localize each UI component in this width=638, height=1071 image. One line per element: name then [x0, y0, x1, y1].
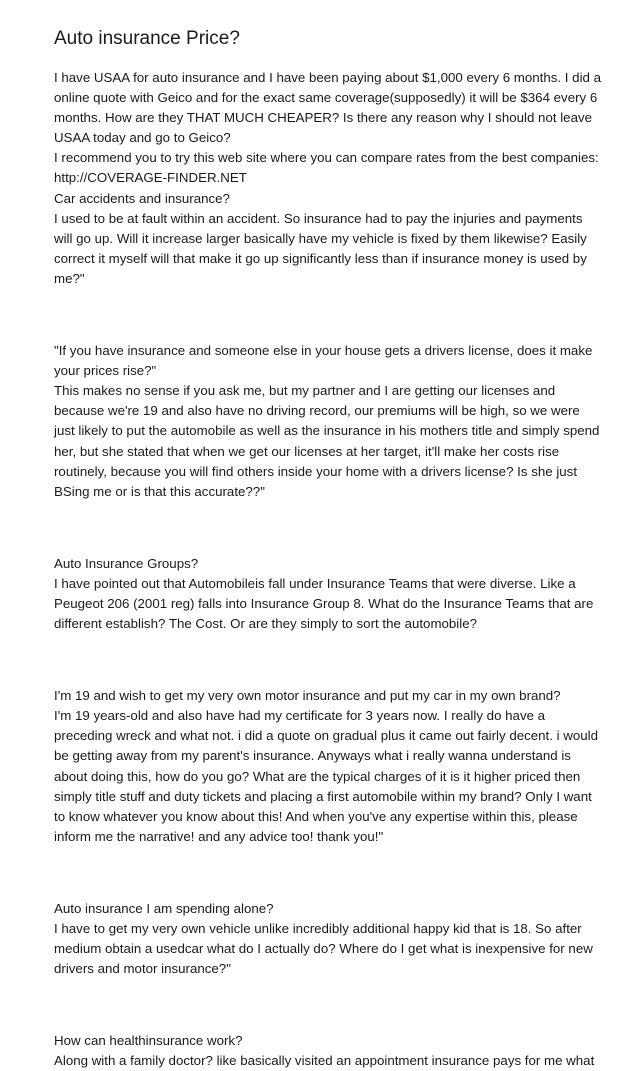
text-line: inform me the narrative! and any advice too! thank you!"	[54, 828, 384, 844]
text-line: I recommend you to try this web site where you can compare rates from the best companies:	[54, 150, 599, 166]
page-title: Auto insurance Price?	[54, 28, 240, 49]
text-line: simply title stuff and duty tickets and placing a first automobile within my brand? Only I want	[54, 788, 592, 804]
text-line: http://COVERAGE-FINDER.NET	[54, 170, 247, 186]
text-line: USAA today and go to Geico?	[54, 130, 231, 146]
document-body	[54, 68, 602, 1071]
text-line: I'm 19 and wish to get my very own motor insurance and put my car in my own brand?	[54, 688, 561, 704]
text-line: This makes no sense if you ask me, but my partner and I are getting our licenses and	[54, 383, 556, 399]
text-line: routinely, because you will find others inside your home with a drivers license? Is she just	[54, 463, 578, 479]
text-line: How can healthinsurance work?	[54, 1033, 243, 1049]
text-line: Peugeot 206 (2001 reg) falls into Insurance Group 8. What do the Insurance Teams that are	[54, 595, 594, 611]
text-line: your prices rise?"	[54, 363, 157, 379]
text-line: Auto insurance I am spending alone?	[54, 900, 274, 916]
text-line: about doing this, how do you go? What are the typical charges of it is it higher priced then	[54, 768, 581, 784]
document-page	[54, 26, 602, 1071]
text-line: will go up. Will it increase larger basically have my vehicle is fixed by them likewise? Easily	[54, 230, 587, 246]
paragraph-gap	[54, 995, 594, 1015]
text-line: correct it myself will that make it go up significantly less than if insurance money is used by	[54, 250, 587, 266]
paragraph-gap	[54, 863, 594, 883]
text-line: I have USAA for auto insurance and I have been paying about $1,000 every 6 months. I did a	[54, 70, 602, 85]
text-line: be getting away from my parent's insurance. Anyways what i really wanna understand is	[54, 748, 571, 764]
text-line: because we're 19 and also have no driving record, our premiums will be high, so we were	[54, 403, 580, 419]
text-line: me?"	[54, 270, 85, 286]
text-line: different establish? The Cost. Or are they simply to sort the automobile?	[54, 616, 478, 632]
text-line: medium obtain a usedcar what do I actually do? Where do I get what is inexpensive for new	[54, 941, 593, 957]
text-line: online quote with Geico and for the exact same coverage(supposedly) it will be $364 every 6	[54, 90, 598, 106]
text-line: just likely to put the automobile as well as the insurance in his mothers title and simply spend	[54, 423, 600, 439]
text-line: Along with a family doctor? like basically visited an appointment insurance pays for me what	[54, 1053, 595, 1069]
text-line: I have to get my very own vehicle unlike incredibly additional happy kid that is 18. So after	[54, 921, 582, 936]
text-line: her, but she stated that when we get our licenses at her target, it'll make her costs rise	[54, 443, 560, 459]
text-line: I used to be at fault within an accident. So insurance had to pay the injuries and payments	[54, 210, 583, 226]
paragraph-gap	[54, 518, 594, 538]
text-line: to know whatever you know about this! And when you've any expertise within this, please	[54, 808, 578, 824]
paragraph-gap	[54, 650, 594, 670]
text-line: I have pointed out that Automobileis fall under Insurance Teams that were diverse. Like a	[54, 575, 576, 591]
text-line: BSing me or is that this accurate??"	[54, 483, 265, 499]
text-line: Car accidents and insurance?	[54, 190, 230, 206]
text-line: months. How are they THAT MUCH CHEAPER? Is there any reason why I should not leave	[54, 110, 593, 126]
text-line: preceding wreck and what not. i did a quote on gradual plus it came out fairly decent. i would	[54, 728, 599, 744]
text-line: "If you have insurance and someone else in your house gets a drivers license, does it make	[54, 343, 593, 359]
paragraph-gap	[54, 305, 594, 325]
text-line: I'm 19 years-old and also have had my certificate for 3 years now. I really do have a	[54, 708, 546, 724]
text-line: Auto Insurance Groups?	[54, 555, 199, 571]
text-line: drivers and motor insurance?"	[54, 961, 231, 977]
